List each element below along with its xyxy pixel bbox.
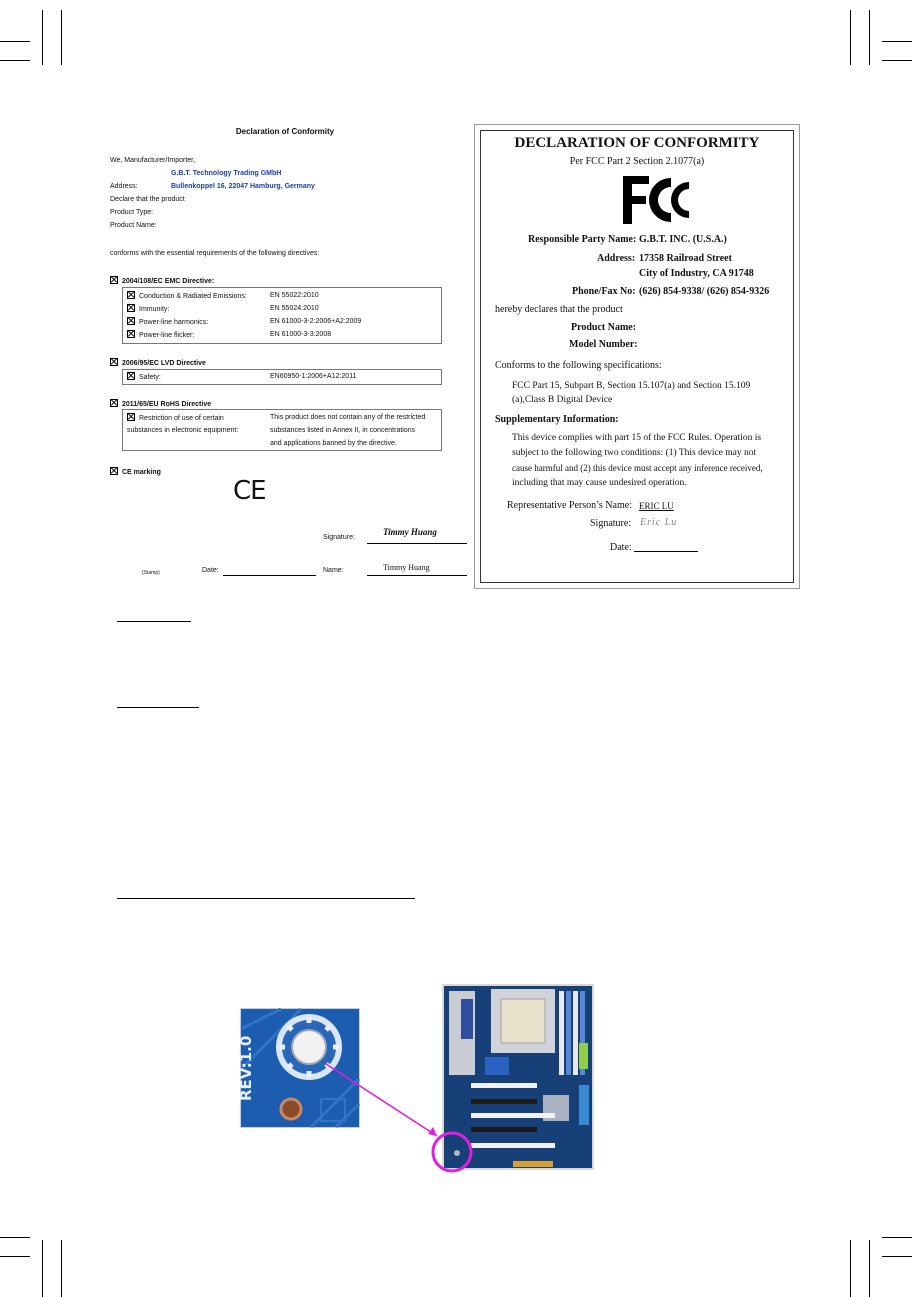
checkbox-checked-icon bbox=[127, 291, 135, 299]
fcc-address1: 17358 Railroad Street bbox=[639, 253, 732, 264]
fcc-party: G.B.T. INC. (U.S.A.) bbox=[639, 234, 727, 245]
emc-row: Conduction & Radiated Emissions: bbox=[127, 291, 247, 301]
checkbox-checked-icon bbox=[127, 372, 135, 380]
eu-product-type: Product Type: bbox=[110, 209, 154, 216]
fcc-supp3: cause harmful and (2) this device must accept any inference received, bbox=[512, 463, 763, 473]
fcc-sig-label: Signature: bbox=[590, 518, 632, 529]
eu-title: Declaration of Conformity bbox=[235, 127, 335, 136]
emc-row: Immunity: bbox=[127, 304, 169, 314]
emc-value: EN 55024:2010 bbox=[270, 305, 319, 312]
eu-conforms: conforms with the essential requirements of the following directives: bbox=[110, 250, 320, 257]
fcc-hereby: hereby declares that the product bbox=[495, 304, 623, 315]
eu-declare: Declare that the product bbox=[110, 196, 185, 203]
fcc-party-label: Responsible Party Name: bbox=[528, 234, 637, 245]
ce-mark-logo: CE bbox=[233, 476, 266, 506]
stamp-label: (Stamp) bbox=[142, 570, 160, 576]
revision-label: REV:1.0 bbox=[237, 1035, 255, 1101]
crop-mark bbox=[869, 1240, 870, 1297]
heading-rule bbox=[117, 898, 415, 899]
eu-address: Bullenkoppel 16, 22047 Hamburg, Germany bbox=[171, 183, 315, 190]
fcc-rep-label: Representative Person’s Name: bbox=[507, 500, 632, 511]
eu-declaration bbox=[105, 120, 470, 585]
emc-row: Power-line flicker: bbox=[127, 330, 194, 340]
lvd-row: Safety: bbox=[127, 372, 161, 382]
fcc-title: DECLARATION OF CONFORMITY bbox=[514, 135, 760, 151]
fcc-phone: (626) 854-9338/ (626) 854-9326 bbox=[639, 286, 770, 297]
fcc-supp-title: Supplementary Information: bbox=[495, 414, 619, 425]
checkbox-checked-icon bbox=[127, 304, 135, 312]
fcc-spec2: (a),Class B Digital Device bbox=[512, 395, 613, 405]
fcc-declaration bbox=[474, 124, 800, 589]
crop-mark bbox=[882, 41, 912, 42]
eu-intro: We, Manufacturer/Importer, bbox=[110, 157, 196, 164]
signature-script: Timmy Huang bbox=[383, 527, 437, 537]
name-value: Timmy Huang bbox=[383, 563, 430, 572]
highlight-circle bbox=[433, 1133, 471, 1171]
emc-box bbox=[122, 287, 442, 344]
fcc-address2: City of Industry, CA 91748 bbox=[639, 268, 754, 279]
fcc-subtitle: Per FCC Part 2 Section 2.1077(a) bbox=[569, 156, 705, 167]
crop-mark bbox=[42, 1240, 43, 1297]
signature-label: Signature: bbox=[323, 534, 355, 541]
crop-mark bbox=[42, 10, 43, 65]
emc-value: EN 61000-3-3:2008 bbox=[270, 331, 332, 338]
date-line bbox=[223, 575, 316, 576]
checkbox-checked-icon bbox=[110, 399, 118, 407]
crop-mark bbox=[0, 1256, 30, 1257]
crop-mark bbox=[882, 1256, 912, 1257]
fcc-conforms: Conforms to the following specifications: bbox=[495, 360, 662, 371]
rohs-text: This product does not contain any of the restricted bbox=[270, 414, 426, 421]
emc-value: EN 61000-3-2:2006+A2:2009 bbox=[270, 318, 362, 325]
crop-mark bbox=[869, 10, 870, 65]
lvd-section-title: 2006/95/EC LVD Directive bbox=[110, 358, 206, 368]
fcc-product-name: Product Name: bbox=[571, 322, 637, 333]
checkbox-checked-icon bbox=[110, 358, 118, 366]
fcc-date-line bbox=[634, 551, 698, 552]
heading-rule bbox=[117, 707, 199, 708]
rohs-label: Restriction of use of certain bbox=[127, 413, 224, 423]
rohs-label: substances in electronic equipment: bbox=[127, 427, 239, 434]
checkbox-checked-icon bbox=[110, 276, 118, 284]
lvd-box bbox=[122, 369, 442, 385]
name-line bbox=[367, 575, 467, 576]
checkbox-checked-icon bbox=[127, 317, 135, 325]
fcc-signature: Eric Lu bbox=[640, 517, 678, 528]
rohs-box bbox=[122, 409, 442, 451]
crop-mark bbox=[61, 10, 62, 65]
fcc-rep: ERIC LU bbox=[639, 501, 674, 511]
fcc-supp1: This device complies with part 15 of the FCC Rules. Operation is bbox=[512, 433, 762, 443]
date-label: Date: bbox=[202, 567, 219, 574]
emc-value: EN 55022:2010 bbox=[270, 292, 319, 299]
fcc-phone-label: Phone/Fax No: bbox=[572, 286, 636, 297]
crop-mark bbox=[850, 10, 851, 65]
crop-mark bbox=[882, 1237, 912, 1238]
eu-address-label: Address: bbox=[110, 183, 138, 190]
crop-mark bbox=[0, 1237, 30, 1238]
fcc-address-label: Address: bbox=[597, 253, 636, 264]
fcc-model-number: Model Number: bbox=[569, 339, 638, 350]
crop-mark bbox=[0, 60, 30, 61]
fcc-date-label: Date: bbox=[610, 542, 632, 553]
pointer-line bbox=[326, 1064, 437, 1136]
signature-line bbox=[367, 543, 467, 544]
emc-section-title: 2004/108/EC EMC Directive: bbox=[110, 276, 214, 286]
rohs-text: substances listed in Annex II, in concentrations bbox=[270, 427, 416, 434]
ce-section-title: CE marking bbox=[110, 467, 161, 477]
crop-mark bbox=[61, 1240, 62, 1297]
checkbox-checked-icon bbox=[127, 330, 135, 338]
heading-rule bbox=[117, 621, 191, 622]
lvd-value: EN60950-1:2006+A12:2011 bbox=[270, 373, 357, 380]
eu-company: G.B.T. Technology Trading GMbH bbox=[171, 170, 282, 177]
checkbox-checked-icon bbox=[127, 413, 135, 421]
emc-row: Power-line harmonics: bbox=[127, 317, 208, 327]
crop-mark bbox=[882, 60, 912, 61]
pointer-overlay bbox=[300, 1060, 500, 1180]
fcc-supp4: including that may cause undesired operation. bbox=[512, 478, 687, 488]
fcc-spec1: FCC Part 15, Subpart B, Section 15.107(a) and Section 15.109 bbox=[512, 381, 751, 391]
name-label: Name: bbox=[323, 567, 344, 574]
fcc-supp2: subject to the following two conditions: (1) This device may not bbox=[512, 448, 757, 458]
rohs-section-title: 2011/65/EU RoHS Directive bbox=[110, 399, 211, 409]
crop-mark bbox=[850, 1240, 851, 1297]
crop-mark bbox=[0, 41, 30, 42]
eu-product-name: Product Name: bbox=[110, 222, 157, 229]
checkbox-checked-icon bbox=[110, 467, 118, 475]
fcc-logo-icon bbox=[619, 172, 695, 228]
rohs-text: and applications banned by the directive. bbox=[270, 440, 397, 447]
